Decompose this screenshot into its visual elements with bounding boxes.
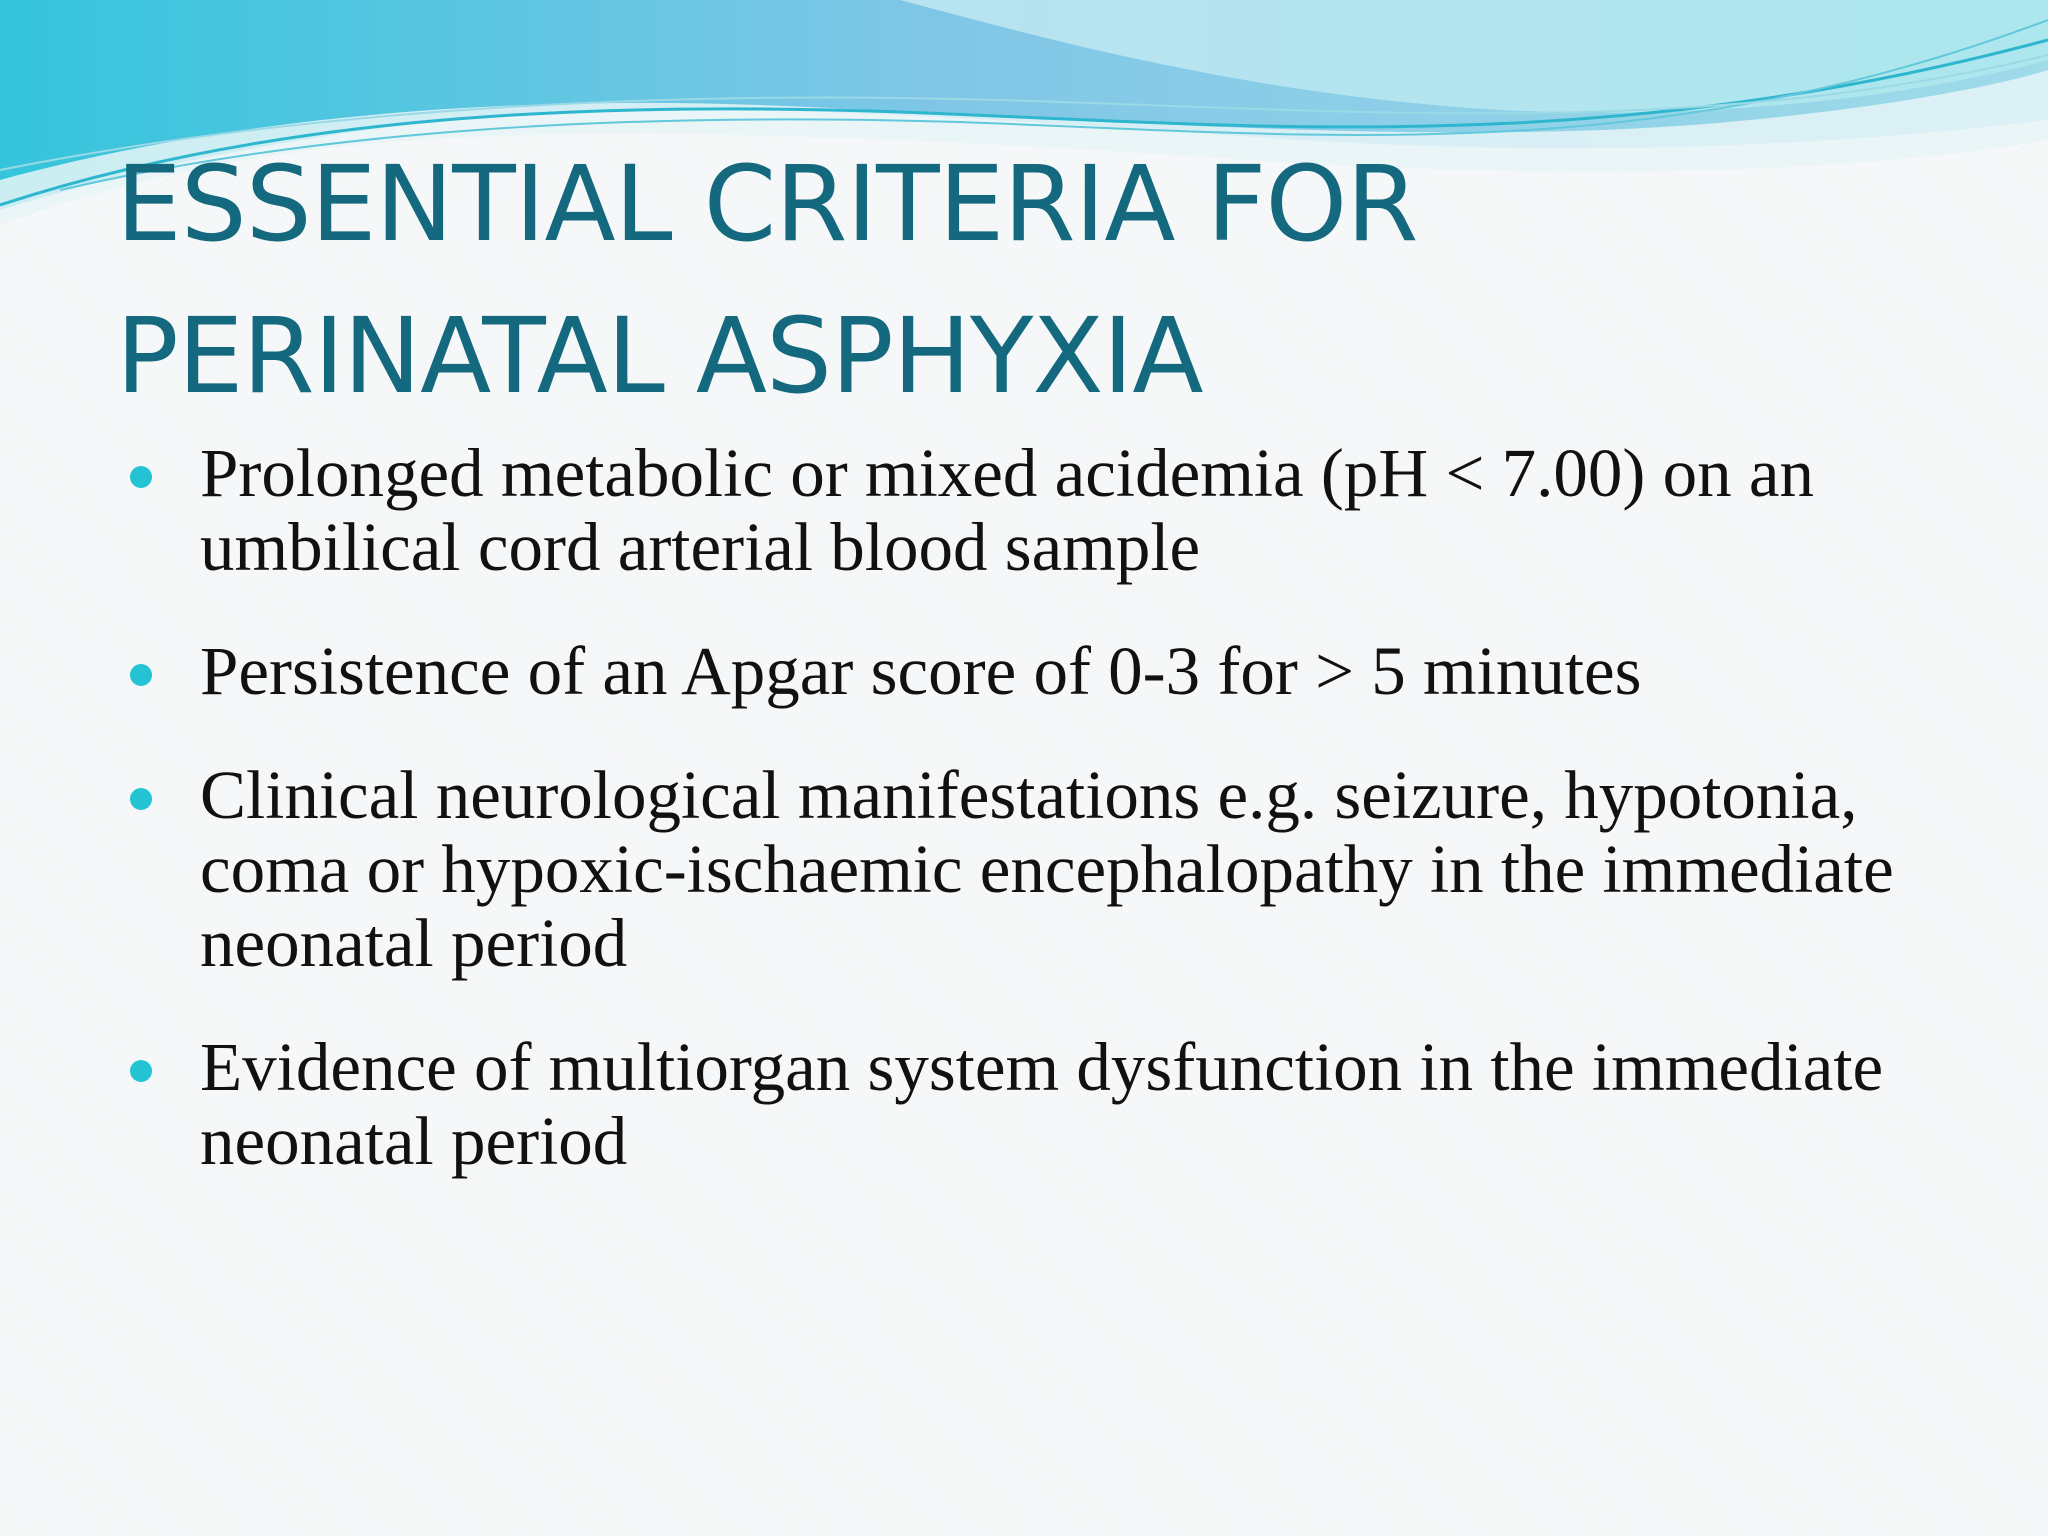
bullet-dot-icon (130, 664, 152, 686)
bullet-dot-icon (130, 788, 152, 810)
slide-title-line-2: PERINATAL ASPHYXIA (116, 295, 1203, 417)
criteria-text-multiorgan: Evidence of multiorgan system dysfunction in the immediate neonatal period (200, 1029, 1884, 1179)
bullet-dot-icon (130, 1060, 152, 1082)
list-item (120, 634, 1980, 708)
list-item (120, 436, 1980, 584)
slide-title-line-1: ESSENTIAL CRITERIA FOR (116, 143, 1418, 265)
criteria-text-acidemia: Prolonged metabolic or mixed acidemia (pH < 7.00) on an umbilical cord arterial blood sample (200, 435, 1814, 585)
criteria-text-apgar: Persistence of an Apgar score of 0-3 for > 5 minutes (200, 633, 1642, 709)
list-item (120, 758, 1980, 980)
list-item (120, 1030, 1980, 1178)
bullet-dot-icon (130, 466, 152, 488)
criteria-list (120, 436, 1980, 1228)
criteria-text-neurological: Clinical neurological manifestations e.g. seizure, hypotonia, coma or hypoxic-ischaemic encephalopathy in the immediate neonatal period (200, 757, 1894, 981)
slide-title (116, 128, 1936, 432)
